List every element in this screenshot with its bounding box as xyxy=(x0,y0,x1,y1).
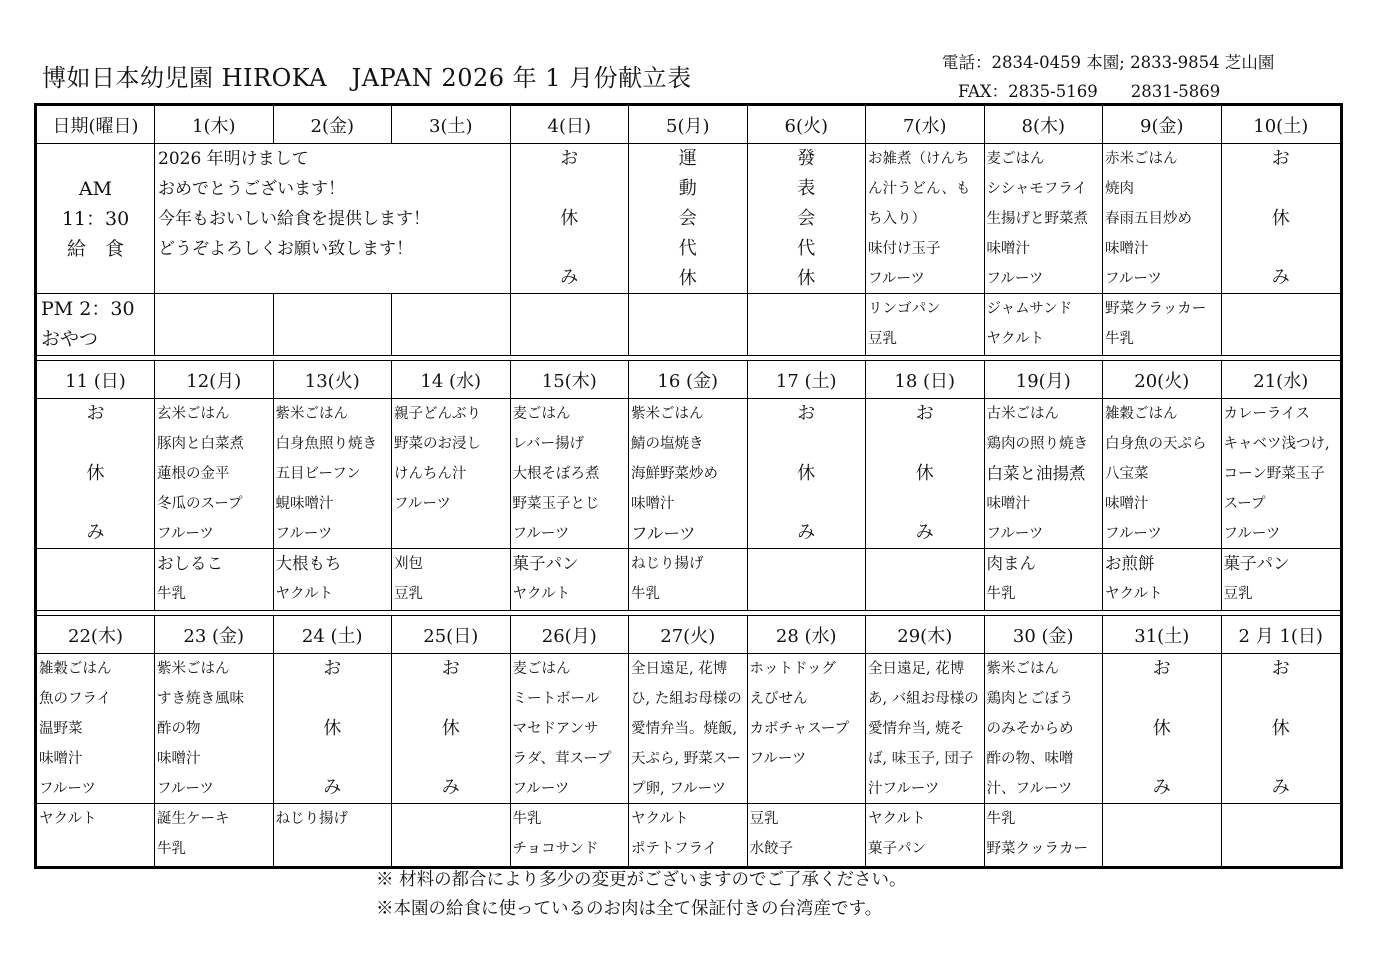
lunch-cell xyxy=(155,654,274,803)
menu-item: 焼肉 xyxy=(1105,181,1134,197)
lunch-cell xyxy=(274,399,393,548)
snack-cell xyxy=(866,804,985,866)
menu-item: カレーライス xyxy=(1223,406,1310,422)
week2-lunch-row xyxy=(37,399,1340,549)
snack-cell xyxy=(511,804,630,866)
snack-item: 牛乳 xyxy=(1105,331,1134,347)
day-header: 2 月 1(日) xyxy=(1238,625,1323,647)
snack-item: 牛乳 xyxy=(157,586,186,602)
vertical-char: お xyxy=(915,403,934,424)
menu-item: 汁フルーツ xyxy=(868,781,940,797)
vertical-char: お xyxy=(86,403,105,424)
lunch-cell xyxy=(748,654,867,803)
vertical-char: 休 xyxy=(86,462,105,484)
lunch-cell xyxy=(629,654,748,803)
snack-cell xyxy=(866,549,985,610)
menu-item: フルーツ xyxy=(631,524,696,543)
menu-item: 春雨五目炒め xyxy=(1105,211,1192,227)
vertical-char: 休 xyxy=(323,717,342,739)
menu-item: 白身魚照り焼き xyxy=(275,436,377,452)
menu-item: 愛情弁当。焼飯, xyxy=(631,721,738,737)
day-header: 31(土) xyxy=(1103,616,1222,653)
menu-item: 蓮根の金平 xyxy=(157,466,230,482)
snack-item: 豆乳 xyxy=(394,586,423,602)
day-header: 11 (日) xyxy=(37,361,155,398)
menu-item: 麦ごはん xyxy=(512,661,571,677)
lunch-cell xyxy=(392,399,511,548)
menu-item: えびせん xyxy=(749,691,808,707)
lunch-cell-rest xyxy=(1222,654,1341,803)
snack-item: おしるこ xyxy=(157,554,223,573)
menu-item: フルーツ xyxy=(394,496,451,512)
menu-item: 野菜玉子とじ xyxy=(512,496,600,512)
snack-item: 豆乳 xyxy=(868,331,897,347)
menu-item: フルーツ xyxy=(1223,526,1281,542)
menu-item: 味噌汁 xyxy=(631,496,675,512)
menu-item: ミートボール xyxy=(512,691,600,707)
vertical-char: 休 xyxy=(915,462,934,484)
week2-header xyxy=(37,361,1340,399)
new-year-message xyxy=(155,144,511,293)
snack-item: ヤクルト xyxy=(39,811,97,827)
menu-item: フルーツ xyxy=(986,271,1044,287)
snack-item: 誕生ケーキ xyxy=(157,811,230,827)
vertical-char: 休 xyxy=(1271,717,1290,739)
menu-item: 麦ごはん xyxy=(986,151,1045,167)
lunch-cell xyxy=(985,144,1104,293)
snack-item: ヤクルト xyxy=(868,811,926,827)
vertical-char: み xyxy=(1152,777,1171,798)
week3-snack-row xyxy=(37,804,1340,866)
snack-item: 刈包 xyxy=(394,556,423,572)
contact-info xyxy=(942,48,1274,106)
menu-item: フルーツ xyxy=(986,526,1044,542)
footnote: ※本園の給食に使っているのお肉は全て保証付きの台湾産です。 xyxy=(376,899,883,919)
menu-item: フルーツ xyxy=(275,526,333,542)
snack-cell xyxy=(274,549,393,610)
menu-item: 麦ごはん xyxy=(512,406,571,422)
snack-cell xyxy=(155,549,274,610)
menu-item: 味噌汁 xyxy=(157,751,201,767)
footnote: ※ 材料の都合により多少の変更がございますのでご了承ください。 xyxy=(376,870,907,890)
lunch-cell xyxy=(155,399,274,548)
lunch-cell-recital-leave xyxy=(748,144,867,293)
menu-item: フルーツ xyxy=(157,526,214,542)
snack-item: ヤクルト xyxy=(986,331,1045,347)
menu-item: 全日遠足, 花博 xyxy=(868,661,965,677)
vertical-char: み xyxy=(915,522,934,543)
menu-item: すき焼き風味 xyxy=(157,691,244,707)
menu-item: 味噌汁 xyxy=(39,751,83,767)
snack-cell xyxy=(629,294,748,355)
lunch-cell xyxy=(37,654,155,803)
menu-item: ば, 味玉子, 団子 xyxy=(868,751,974,767)
menu-item: ラダ、茸スープ xyxy=(512,751,612,767)
menu-item: 白菜と油揚煮 xyxy=(986,464,1086,483)
menu-item: マセドアンサ xyxy=(512,721,599,737)
menu-item: 八宝菜 xyxy=(1105,466,1149,482)
lunch-cell-rest xyxy=(511,144,630,293)
snack-cell xyxy=(985,549,1104,610)
vertical-char: 發 xyxy=(797,148,816,169)
snack-cell xyxy=(392,294,511,355)
day-header: 25(日) xyxy=(392,616,511,653)
vertical-char: 休 xyxy=(1152,717,1171,739)
vertical-char: お xyxy=(560,148,579,169)
day-header: 22(木) xyxy=(37,616,155,653)
week3-lunch-row xyxy=(37,654,1340,804)
date-header-cell: 日期(曜日) xyxy=(37,106,155,143)
lunch-cell-rest xyxy=(1222,144,1341,293)
menu-item: のみそからめ xyxy=(986,721,1074,737)
menu-item: けんちん汁 xyxy=(394,466,467,482)
menu-item: 古米ごはん xyxy=(986,406,1059,422)
pm-time: PM 2：30 xyxy=(41,298,135,320)
snack-cell xyxy=(1222,549,1341,610)
menu-item: ち入り） xyxy=(868,211,926,227)
lunch-cell xyxy=(511,654,630,803)
snack-item: ヤクルト xyxy=(631,811,689,827)
menu-item: 愛情弁当, 焼そ xyxy=(868,721,965,737)
snack-item: ポテトフライ xyxy=(631,841,718,857)
menu-item: 雑穀ごはん xyxy=(39,661,112,677)
vertical-char: 表 xyxy=(797,178,816,199)
snack-item: 水餃子 xyxy=(749,841,793,857)
day-header: 1(木) xyxy=(155,106,274,143)
menu-item: 紫米ごはん xyxy=(986,661,1059,677)
menu-item: 豚肉と白菜煮 xyxy=(157,436,244,452)
menu-item: 野菜のお浸し xyxy=(394,436,481,452)
day-header: 28 (水) xyxy=(748,616,867,653)
menu-item: コーン野菜玉子 xyxy=(1223,466,1325,482)
menu-item: フルーツ xyxy=(512,526,570,542)
snack-cell xyxy=(629,804,748,866)
menu-item: フルーツ xyxy=(1105,526,1162,542)
day-header: 13(火) xyxy=(274,361,393,398)
day-header: 16 (金) xyxy=(629,361,748,398)
menu-item: キャベツ浅つけ, xyxy=(1223,436,1330,452)
week3-header xyxy=(37,616,1340,654)
am-label-cell xyxy=(37,144,155,293)
snack-cell xyxy=(155,804,274,866)
snack-item: 肉まん xyxy=(986,554,1036,573)
lunch-cell xyxy=(866,654,985,803)
lunch-cell xyxy=(629,399,748,548)
snack-cell xyxy=(1103,549,1222,610)
lunch-cell xyxy=(1103,399,1222,548)
menu-item: 鯖の塩焼き xyxy=(631,436,704,452)
am-time: 11：30 xyxy=(61,208,130,230)
menu-item: 天ぷら, 野菜スー xyxy=(631,751,741,767)
menu-item: 紫米ごはん xyxy=(631,406,704,422)
day-header: 4(日) xyxy=(511,106,630,143)
menu-item: 生揚げと野菜煮 xyxy=(986,211,1088,227)
snack-cell xyxy=(392,549,511,610)
day-header: 27(火) xyxy=(629,616,748,653)
day-header: 6(火) xyxy=(748,106,867,143)
snack-cell xyxy=(1103,804,1222,866)
vertical-char: 休 xyxy=(1271,207,1290,229)
snack-cell xyxy=(392,804,511,866)
vertical-char: お xyxy=(1271,658,1290,679)
message-line: おめでとうございます！ xyxy=(158,179,345,199)
vertical-char: み xyxy=(797,522,816,543)
lunch-cell-sports-day-leave xyxy=(629,144,748,293)
day-header: 29(木) xyxy=(866,616,985,653)
menu-item: 冬瓜のスープ xyxy=(157,496,243,512)
snack-item: 豆乳 xyxy=(1223,586,1253,602)
vertical-char: お xyxy=(1152,658,1171,679)
snack-item: 牛乳 xyxy=(986,586,1016,602)
menu-item: ん汁うどん、も xyxy=(868,181,971,197)
vertical-char: 会 xyxy=(797,208,816,229)
snack-item: ヤクルト xyxy=(512,586,571,602)
menu-item: 雑穀ごはん xyxy=(1105,406,1178,422)
vertical-char: み xyxy=(323,777,342,798)
snack-cell xyxy=(629,549,748,610)
day-header: 15(木) xyxy=(511,361,630,398)
menu-item: 味噌汁 xyxy=(986,496,1030,512)
menu-item: プ卵, フルーツ xyxy=(631,781,727,797)
lunch-cell xyxy=(1103,144,1222,293)
lunch-cell xyxy=(985,654,1104,803)
menu-item: 味噌汁 xyxy=(1105,496,1149,512)
vertical-char: 代 xyxy=(797,238,816,259)
vertical-char: み xyxy=(86,522,105,543)
vertical-char: お xyxy=(1271,148,1290,169)
snack-item: お煎餅 xyxy=(1105,554,1155,573)
vertical-char: 休 xyxy=(797,462,816,484)
menu-item: 汁、フルーツ xyxy=(986,781,1073,797)
lunch-cell-rest xyxy=(866,399,985,548)
snack-cell xyxy=(511,294,630,355)
snack-cell xyxy=(985,804,1104,866)
vertical-char: 動 xyxy=(678,178,697,199)
snack-item: 野菜クッラカー xyxy=(986,841,1088,857)
page-title: 博如日本幼児園 HIROKA JAPAN 2026 年 1 月份献立表 xyxy=(42,64,692,92)
lunch-cell xyxy=(1222,399,1341,548)
menu-table xyxy=(34,103,1343,869)
menu-item: ホットドッグ xyxy=(749,661,836,677)
menu-item: フルーツ xyxy=(749,751,807,767)
menu-item: 鶏肉とごぼう xyxy=(986,691,1074,707)
menu-item: 酢の物 xyxy=(157,721,201,737)
menu-item: 紫米ごはん xyxy=(157,661,230,677)
menu-item: 味噌汁 xyxy=(986,241,1030,257)
message-line: 2026 年明けまして xyxy=(158,149,309,169)
snack-item: 牛乳 xyxy=(512,811,542,827)
day-header: 30 (金) xyxy=(985,616,1104,653)
footnotes xyxy=(376,866,907,924)
vertical-char: 運 xyxy=(678,148,697,169)
day-header: 2(金) xyxy=(274,106,393,143)
menu-item: フルーツ xyxy=(868,271,925,287)
vertical-char: 休 xyxy=(560,207,579,229)
phone-numbers: 電話：2834-0459 本園; 2833-9854 芝山園 xyxy=(942,53,1275,72)
day-header: 10(土) xyxy=(1253,115,1309,137)
day-header: 18 (日) xyxy=(866,361,985,398)
menu-item: 魚のフライ xyxy=(39,691,112,707)
vertical-char: 休 xyxy=(797,268,816,289)
lunch-cell-rest xyxy=(392,654,511,803)
vertical-char: お xyxy=(797,403,816,424)
snack-item: ねじり揚げ xyxy=(631,556,704,572)
snack-item: ジャムサンド xyxy=(986,301,1073,317)
menu-item: フルーツ xyxy=(39,781,96,797)
snack-item: 大根もち xyxy=(275,554,342,573)
day-header: 5(月) xyxy=(629,106,748,143)
day-header: 21(水) xyxy=(1253,370,1309,392)
menu-item: 全日遠足, 花博 xyxy=(631,661,728,677)
vertical-char: お xyxy=(441,658,460,679)
menu-item: 味付け玉子 xyxy=(868,241,941,257)
day-header: 7(水) xyxy=(866,106,985,143)
snack-item: 菓子パン xyxy=(868,841,926,857)
lunch-cell-rest xyxy=(274,654,393,803)
snack-item: ヤクルト xyxy=(275,586,334,602)
vertical-char: み xyxy=(441,777,460,798)
fax-numbers: FAX：2835-5169 2831-5869 xyxy=(958,82,1221,101)
snack-cell xyxy=(985,294,1104,355)
day-header: 19(月) xyxy=(985,361,1104,398)
snack-cell xyxy=(1222,294,1341,355)
menu-item: 海鮮野菜炒め xyxy=(631,466,718,482)
snack-item: 牛乳 xyxy=(157,841,186,857)
snack-cell xyxy=(1103,294,1222,355)
snack-cell xyxy=(37,549,155,610)
menu-item: スープ xyxy=(1223,496,1266,512)
menu-item: お雑煮（けんち xyxy=(868,151,970,167)
pm-label-cell xyxy=(37,294,155,355)
snack-item: リンゴパン xyxy=(868,301,941,317)
menu-item: 温野菜 xyxy=(39,721,83,737)
lunch-cell-rest xyxy=(37,399,155,548)
menu-item: フルーツ xyxy=(512,781,570,797)
snack-cell xyxy=(274,294,393,355)
snack-item: 牛乳 xyxy=(631,586,660,602)
menu-item: 大根そぼろ煮 xyxy=(512,466,600,482)
snack-cell xyxy=(866,294,985,355)
menu-item: 親子どんぶり xyxy=(394,406,481,422)
menu-item: 紫米ごはん xyxy=(275,406,348,422)
snack-cell xyxy=(748,294,867,355)
menu-item: フルーツ xyxy=(157,781,214,797)
day-header: 3(土) xyxy=(392,106,511,143)
menu-item: 酢の物、味噌 xyxy=(986,751,1074,767)
snack-item: 菓子パン xyxy=(1223,554,1290,573)
day-header: 12(月) xyxy=(155,361,274,398)
vertical-char: 代 xyxy=(678,238,697,259)
vertical-char: お xyxy=(323,658,342,679)
menu-item: レバー揚げ xyxy=(512,436,584,452)
week1-snack-row xyxy=(37,294,1340,356)
lunch-cell-rest xyxy=(748,399,867,548)
snack-cell xyxy=(155,294,274,355)
lunch-cell xyxy=(985,399,1104,548)
day-header: 23 (金) xyxy=(155,616,274,653)
snack-label: おやつ xyxy=(41,328,99,350)
menu-item: フルーツ xyxy=(1105,271,1162,287)
snack-cell xyxy=(748,804,867,866)
snack-item: チョコサンド xyxy=(512,841,599,857)
menu-item: 赤米ごはん xyxy=(1105,151,1178,167)
menu-item: あ, バ組お母様の xyxy=(868,691,979,707)
day-header: 8(木) xyxy=(985,106,1104,143)
menu-item: 蜆味噌汁 xyxy=(275,496,334,512)
snack-item: 牛乳 xyxy=(986,811,1016,827)
vertical-char: み xyxy=(1271,267,1290,288)
snack-item: ねじり揚げ xyxy=(275,811,348,827)
snack-cell xyxy=(37,804,155,866)
lunch-cell xyxy=(511,399,630,548)
vertical-char: み xyxy=(1271,777,1290,798)
snack-cell xyxy=(511,549,630,610)
day-header: 9(金) xyxy=(1103,106,1222,143)
menu-item: カボチャスープ xyxy=(749,721,850,737)
vertical-char: 休 xyxy=(678,268,697,289)
lunch-label: 給 食 xyxy=(66,238,124,260)
day-header: 20(火) xyxy=(1103,361,1222,398)
lunch-cell-rest xyxy=(1103,654,1222,803)
snack-cell xyxy=(748,549,867,610)
week1-header xyxy=(37,106,1340,144)
week1-lunch-row xyxy=(37,144,1340,294)
am-label: AM xyxy=(78,178,113,200)
lunch-cell xyxy=(866,144,985,293)
menu-item: ひ, た組お母様の xyxy=(631,691,742,707)
vertical-char: 休 xyxy=(441,717,460,739)
message-line: どうぞよろしくお願い致します！ xyxy=(158,239,413,259)
week2-snack-row xyxy=(37,549,1340,611)
menu-item: 白身魚の天ぷら xyxy=(1105,436,1207,452)
snack-item: 菓子パン xyxy=(512,554,579,573)
snack-item: 豆乳 xyxy=(749,811,779,827)
vertical-char: み xyxy=(560,267,579,288)
menu-item: 鶏肉の照り焼き xyxy=(986,436,1088,452)
snack-cell xyxy=(274,804,393,866)
menu-item: 玄米ごはん xyxy=(157,406,230,422)
menu-item: シシャモフライ xyxy=(986,181,1087,197)
snack-item: 野菜クラッカー xyxy=(1105,301,1207,317)
day-header: 17 (土) xyxy=(748,361,867,398)
day-header: 26(月) xyxy=(511,616,630,653)
message-line: 今年もおいしい給食を提供します！ xyxy=(158,209,430,229)
day-header: 24 (土) xyxy=(274,616,393,653)
day-header: 14 (水) xyxy=(392,361,511,398)
snack-item: ヤクルト xyxy=(1105,586,1163,602)
vertical-char: 会 xyxy=(678,208,697,229)
snack-cell xyxy=(1222,804,1341,866)
menu-item: 五目ビーフン xyxy=(275,466,361,482)
menu-item: 味噌汁 xyxy=(1105,241,1149,257)
